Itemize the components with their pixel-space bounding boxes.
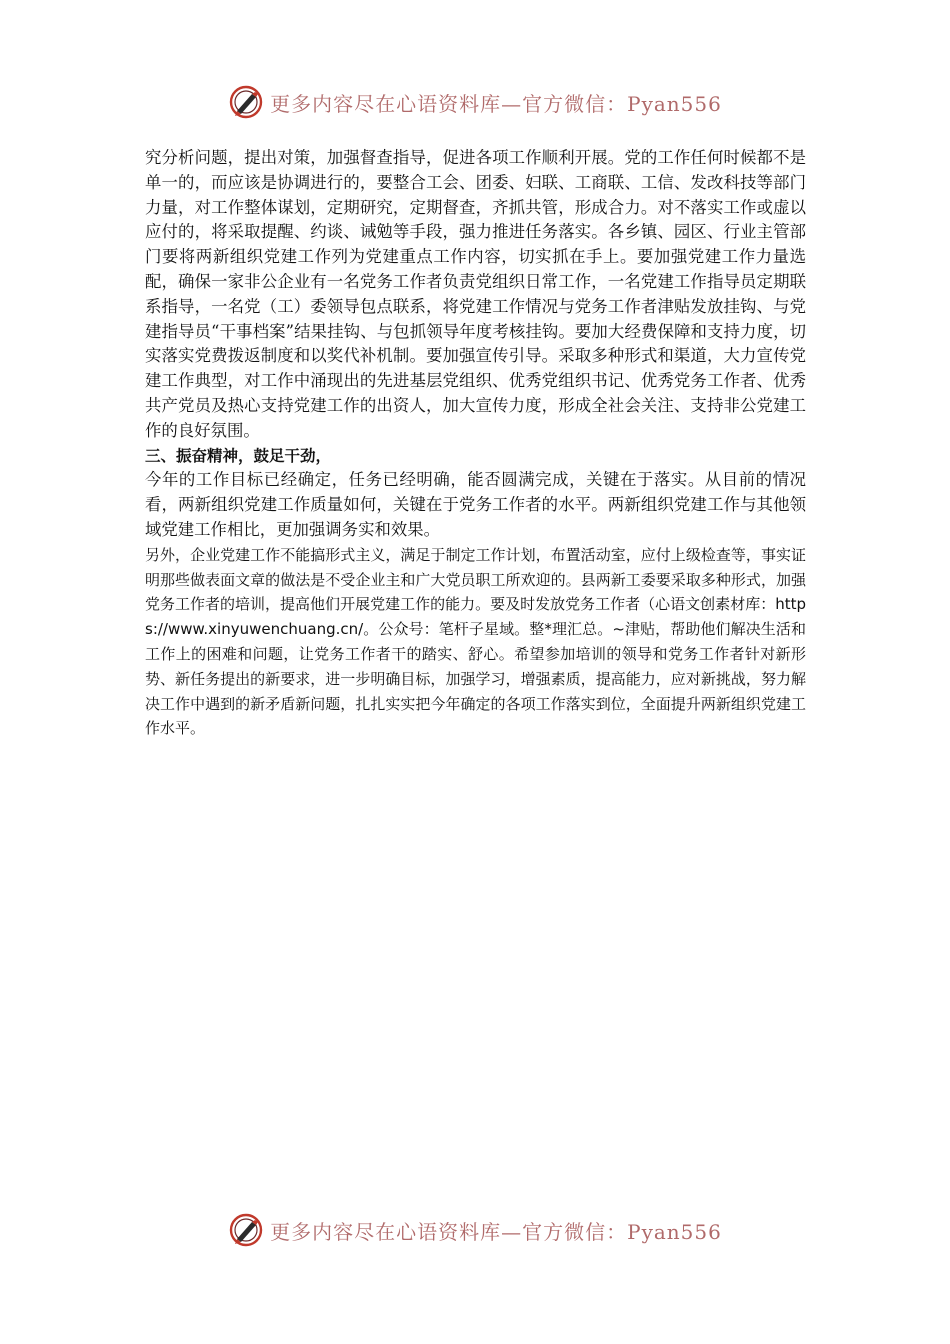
header-banner-text: 更多内容尽在心语资料库—官方微信：Pyan556 <box>270 91 722 116</box>
header-banner <box>0 80 950 124</box>
pen-logo-icon <box>228 84 264 120</box>
pen-logo-icon <box>228 1212 264 1248</box>
body-paragraph-3: 另外，企业党建工作不能搞形式主义，满足于制定工作计划，布置活动室，应付上级检查等，事实证明那些做表面文章的做法是不受企业主和广大党员职工所欢迎的。县两新工委要采取多种形式，加强党务工作者的培训，提高他们开展党建工作的能力。要及时发放党务工作者（心语文创素材库：https://www.xinyuwenchuang.cn/。公众号：笔杆子星域。整*理汇总。~津贴，帮助他们解决生活和工作上的困难和问题，让党务工作者干的踏实、舒心。希望参加培训的领导和党务工作者针对新形势、新任务提出的新要求，进一步明确目标，加强学习，增强素质，提高能力，应对新挑战，努力解决工作中遇到的新矛盾新问题，扎扎实实把今年确定的各项工作落实到位，全面提升两新组织党建工作水平。 <box>145 545 806 738</box>
section-heading-3: 三、振奋精神，鼓足干劲， <box>145 446 332 465</box>
footer-banner <box>0 1208 950 1252</box>
document-body <box>145 146 806 741</box>
body-paragraph-1: 究分析问题，提出对策，加强督查指导，促进各项工作顺利开展。党的工作任何时候都不是单一的，而应该是协调进行的，要整合工会、团委、妇联、工商联、工信、发改科技等部门力量，对工作整体谋划，定期研究，定期督查，齐抓共管，形成合力。对不落实工作或虚以应付的，将采取提醒、约谈、诫勉等手段，强力推进任务落实。各乡镇、园区、行业主管部门要将两新组织党建工作列为党建重点工作内容，切实抓在手上。要加强党建工作力量选配，确保一家非公企业有一名党务工作者负责党组织日常工作，一名党建工作指导员定期联系指导，一名党（工）委领导包点联系，将党建工作情况与党务工作者津贴发放挂钩、与党建指导员“干事档案”结果挂钩、与包抓领导年度考核挂钩。要加大经费保障和支持力度，切实落实党费拨返制度和以奖代补机制。要加强宣传引导。采取多种形式和渠道，大力宣传党建工作典型，对工作中涌现出的先进基层党组织、优秀党组织书记、优秀党务工作者、优秀共产党员及热心支持党建工作的出资人，加大宣传力度，形成全社会关注、支持非公党建工作的良好氛围。 <box>145 148 806 440</box>
footer-banner-text: 更多内容尽在心语资料库—官方微信：Pyan556 <box>270 1219 722 1244</box>
body-paragraph-2: 今年的工作目标已经确定，任务已经明确，能否圆满完成，关键在于落实。从目前的情况看，两新组织党建工作质量如何，关键在于党务工作者的水平。两新组织党建工作与其他领域党建工作相比，更加强调务实和效果。 <box>145 470 806 539</box>
